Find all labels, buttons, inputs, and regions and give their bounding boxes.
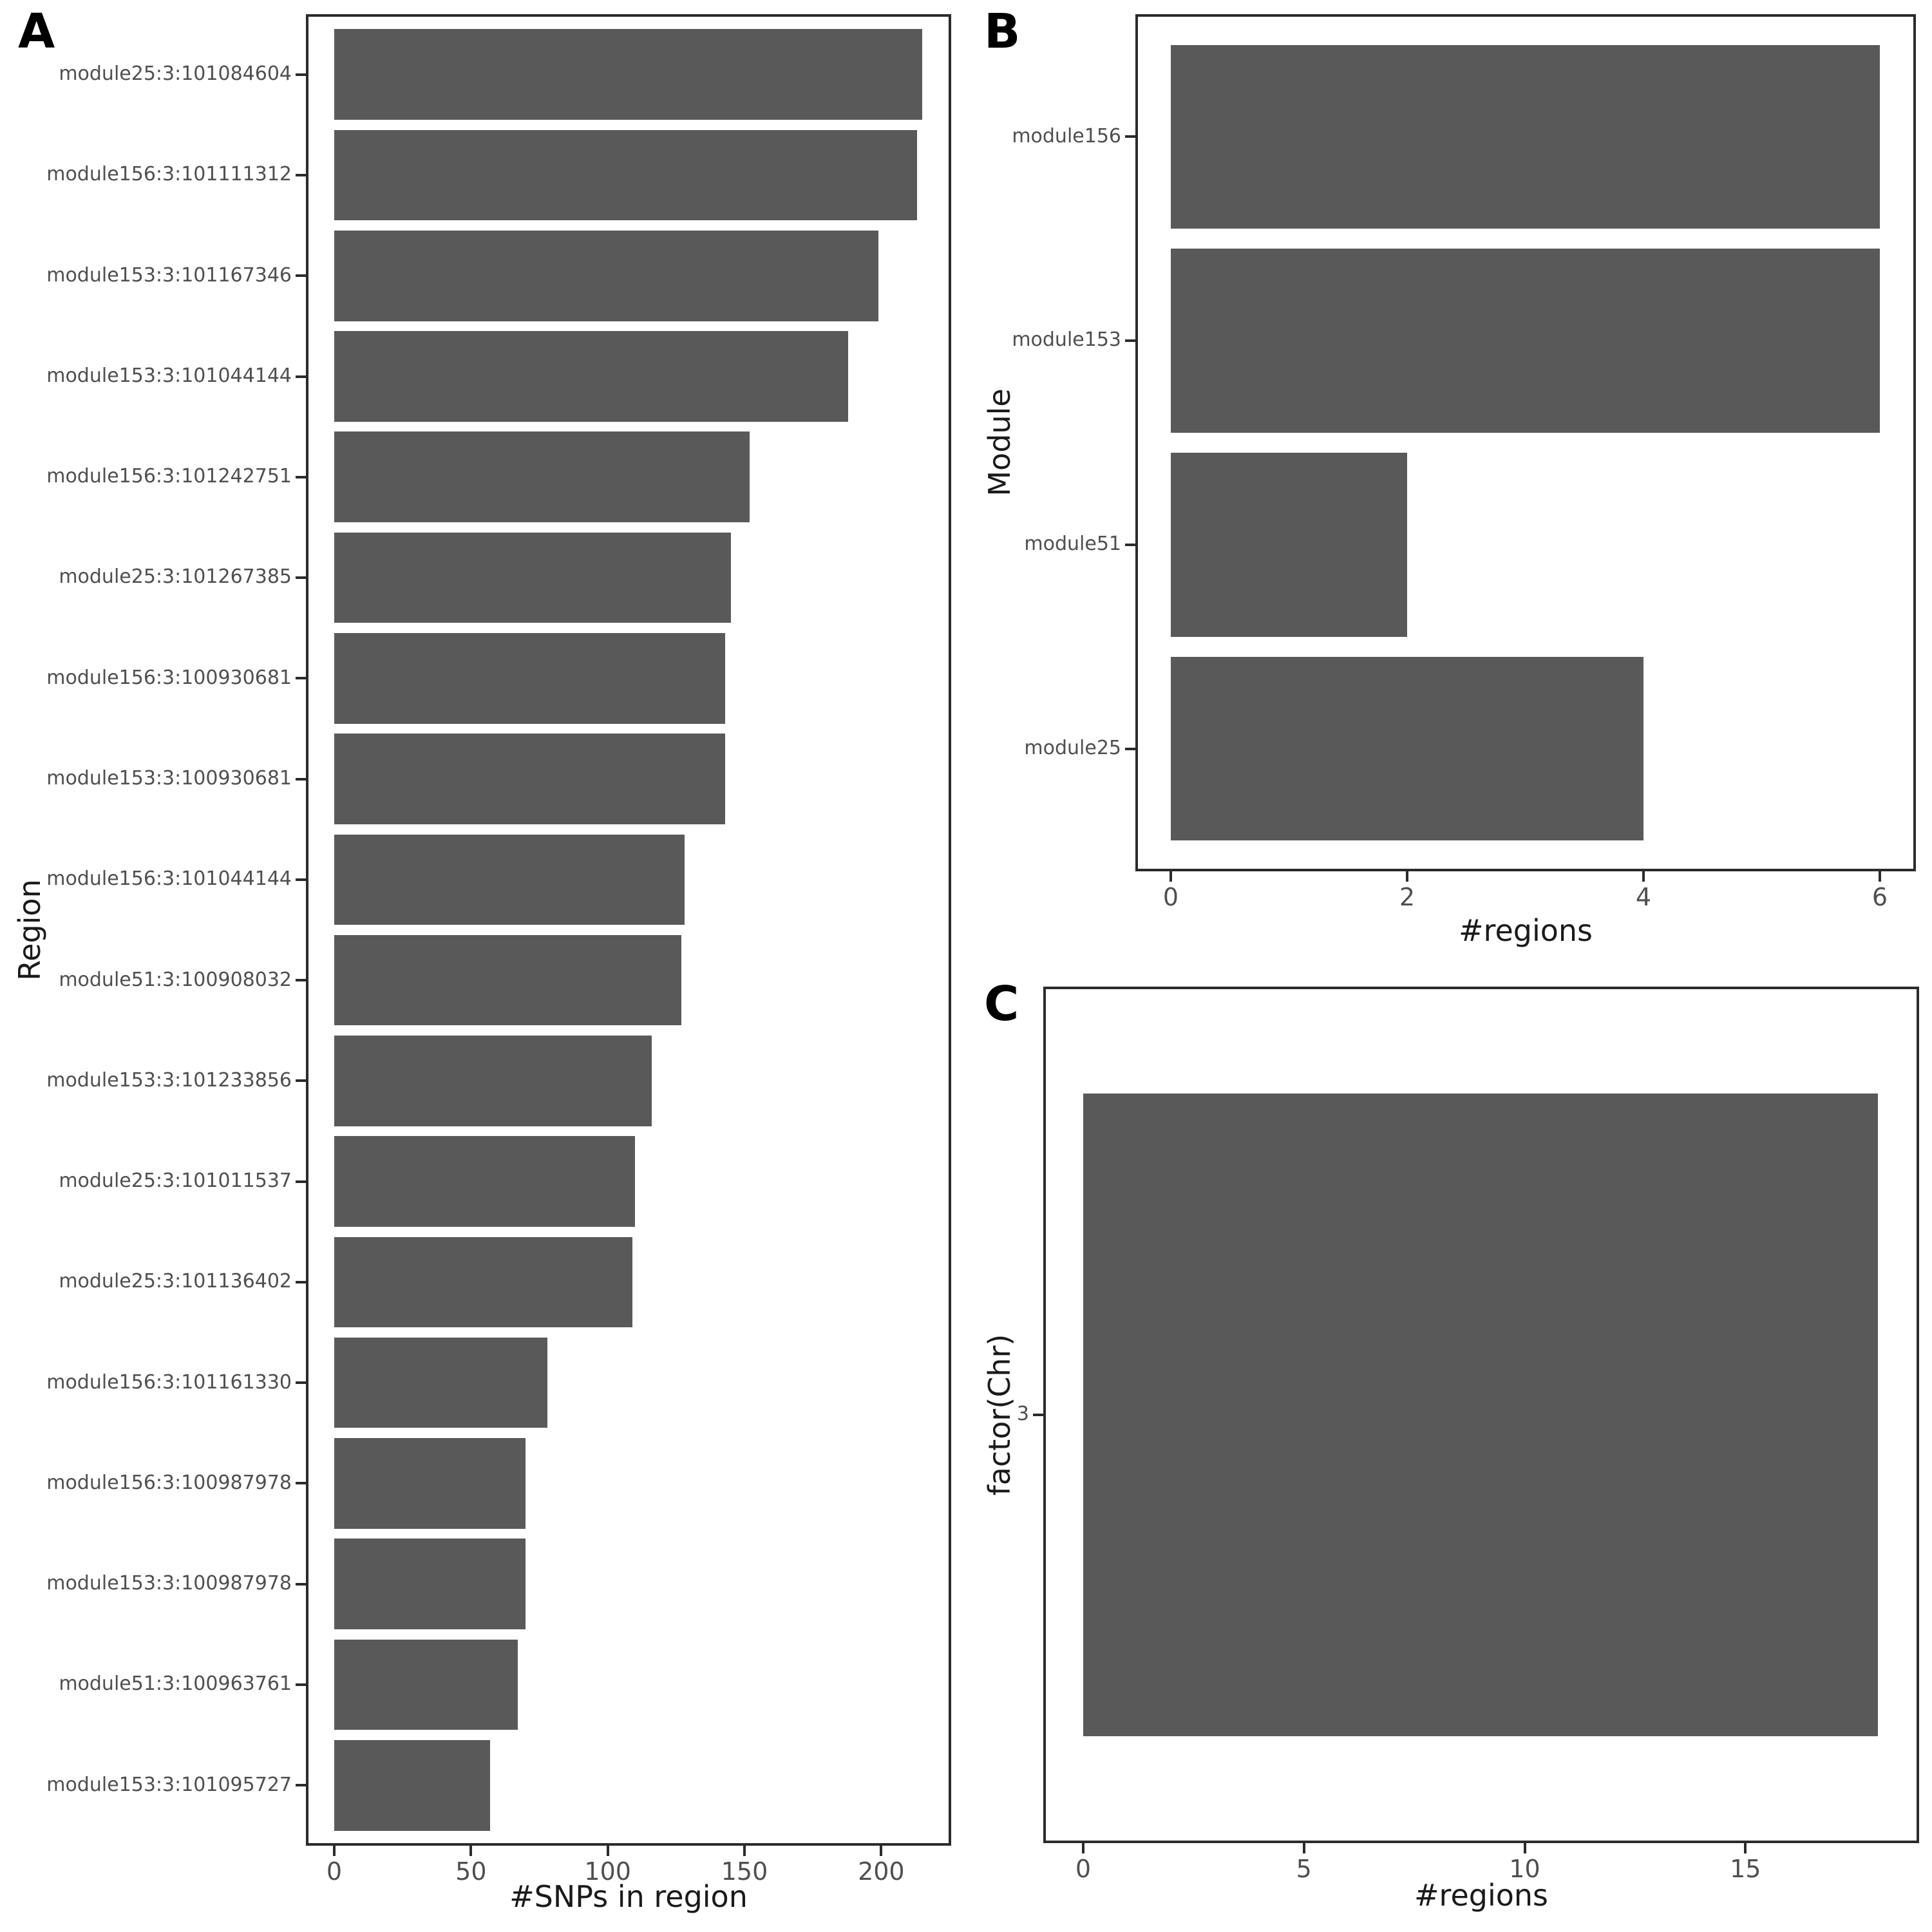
x-tick-mark bbox=[1406, 871, 1408, 882]
bar bbox=[334, 633, 725, 724]
x-axis-title-a: #SNPs in region bbox=[509, 1879, 748, 1914]
x-tick-mark bbox=[1170, 871, 1172, 882]
bar bbox=[334, 1036, 652, 1126]
x-tick-label: 200 bbox=[858, 1857, 905, 1886]
y-tick-mark bbox=[1125, 748, 1135, 750]
y-tick-mark bbox=[296, 1381, 306, 1384]
panel-letter-a: A bbox=[18, 4, 55, 59]
y-tick-mark bbox=[296, 1180, 306, 1183]
bar bbox=[334, 29, 922, 120]
x-tick-mark bbox=[880, 1846, 882, 1856]
x-tick-label: 100 bbox=[584, 1857, 631, 1886]
y-tick-mark bbox=[1125, 339, 1135, 342]
bar bbox=[334, 431, 750, 522]
bar bbox=[334, 1237, 632, 1328]
y-tick-label: 3 bbox=[1016, 1403, 1029, 1426]
y-tick-label: module51 bbox=[1024, 533, 1121, 556]
y-axis-title-a: Region bbox=[12, 879, 47, 981]
x-tick-mark bbox=[743, 1846, 746, 1856]
y-tick-label: module156:3:101242751 bbox=[46, 465, 292, 488]
x-tick-label: 0 bbox=[1075, 1855, 1092, 1883]
y-tick-label: module153:3:101044144 bbox=[46, 364, 292, 387]
y-tick-mark bbox=[296, 1683, 306, 1686]
y-tick-mark bbox=[296, 375, 306, 378]
y-tick-label: module51:3:100908032 bbox=[59, 968, 292, 991]
y-tick-label: module153 bbox=[1012, 328, 1121, 352]
y-tick-mark bbox=[296, 979, 306, 981]
bar bbox=[1171, 657, 1643, 840]
bar bbox=[334, 734, 725, 824]
bar bbox=[1171, 249, 1880, 432]
x-tick-mark bbox=[469, 1846, 472, 1856]
y-tick-label: module156:3:100930681 bbox=[46, 666, 292, 689]
x-tick-mark bbox=[1303, 1843, 1305, 1853]
bar bbox=[334, 1136, 635, 1227]
y-tick-label: module25 bbox=[1024, 737, 1121, 760]
bar bbox=[334, 1338, 547, 1428]
x-tick-mark bbox=[607, 1846, 609, 1856]
y-tick-mark bbox=[296, 1079, 306, 1082]
x-tick-mark bbox=[1082, 1843, 1084, 1853]
y-tick-label: module153:3:100987978 bbox=[46, 1572, 292, 1595]
bar bbox=[334, 1539, 526, 1629]
bar bbox=[334, 231, 878, 321]
x-tick-label: 4 bbox=[1635, 883, 1652, 911]
y-tick-label: module25:3:101084604 bbox=[59, 62, 292, 86]
bar bbox=[1171, 453, 1407, 636]
y-tick-label: module153:3:101095727 bbox=[46, 1773, 292, 1796]
x-tick-mark bbox=[1524, 1843, 1526, 1853]
y-tick-mark bbox=[296, 576, 306, 579]
y-tick-label: module156 bbox=[1012, 124, 1121, 147]
x-tick-mark bbox=[1642, 871, 1645, 882]
y-tick-mark bbox=[1125, 135, 1135, 138]
y-tick-label: module153:3:100930681 bbox=[46, 767, 292, 790]
x-tick-label: 5 bbox=[1296, 1855, 1312, 1883]
y-tick-label: module25:3:101267385 bbox=[59, 565, 292, 589]
y-tick-label: module156:3:101044144 bbox=[46, 867, 292, 891]
y-tick-mark bbox=[296, 1583, 306, 1586]
y-tick-label: module156:3:100987978 bbox=[46, 1471, 292, 1494]
y-tick-mark bbox=[1125, 544, 1135, 546]
x-tick-mark bbox=[1879, 871, 1881, 882]
x-tick-mark bbox=[333, 1846, 336, 1856]
bar bbox=[1083, 1094, 1878, 1736]
x-tick-label: 0 bbox=[326, 1857, 343, 1886]
x-tick-label: 50 bbox=[455, 1857, 487, 1886]
y-tick-label: module51:3:100963761 bbox=[59, 1672, 292, 1696]
y-tick-mark bbox=[296, 878, 306, 881]
y-tick-mark bbox=[296, 174, 306, 176]
x-tick-label: 150 bbox=[721, 1857, 768, 1886]
y-tick-label: module153:3:101167346 bbox=[46, 263, 292, 287]
x-tick-label: 0 bbox=[1162, 883, 1179, 911]
y-axis-title-b: Module bbox=[982, 388, 1017, 497]
y-tick-label: module25:3:101011537 bbox=[59, 1170, 292, 1193]
bar bbox=[334, 1438, 526, 1529]
y-tick-label: module153:3:101233856 bbox=[46, 1068, 292, 1092]
y-tick-mark bbox=[296, 1482, 306, 1484]
bar bbox=[334, 1740, 490, 1831]
x-axis-title-b: #regions bbox=[1459, 913, 1593, 948]
bar bbox=[334, 835, 685, 925]
y-tick-label: module156:3:101111312 bbox=[46, 163, 292, 186]
y-tick-label: module25:3:101136402 bbox=[59, 1270, 292, 1293]
x-tick-mark bbox=[1744, 1843, 1747, 1853]
y-axis-title-c: factor(Chr) bbox=[982, 1334, 1017, 1496]
y-tick-mark bbox=[1033, 1414, 1043, 1416]
x-tick-label: 10 bbox=[1509, 1855, 1540, 1883]
x-tick-label: 6 bbox=[1871, 883, 1888, 911]
y-tick-mark bbox=[296, 1784, 306, 1786]
bar bbox=[1171, 45, 1880, 229]
x-axis-title-c: #regions bbox=[1414, 1878, 1548, 1913]
bar bbox=[334, 331, 848, 422]
y-tick-mark bbox=[296, 73, 306, 76]
bar bbox=[334, 1640, 518, 1730]
panel-letter-b: B bbox=[984, 4, 1021, 59]
bar bbox=[334, 533, 731, 623]
y-tick-mark bbox=[296, 778, 306, 781]
y-tick-mark bbox=[296, 1281, 306, 1283]
x-tick-label: 2 bbox=[1399, 883, 1416, 911]
y-tick-mark bbox=[296, 274, 306, 277]
panel-letter-c: C bbox=[984, 976, 1019, 1032]
bar bbox=[334, 935, 681, 1026]
y-tick-mark bbox=[296, 476, 306, 478]
y-tick-label: module156:3:101161330 bbox=[46, 1370, 292, 1394]
x-tick-label: 15 bbox=[1730, 1855, 1761, 1883]
y-tick-mark bbox=[296, 677, 306, 679]
